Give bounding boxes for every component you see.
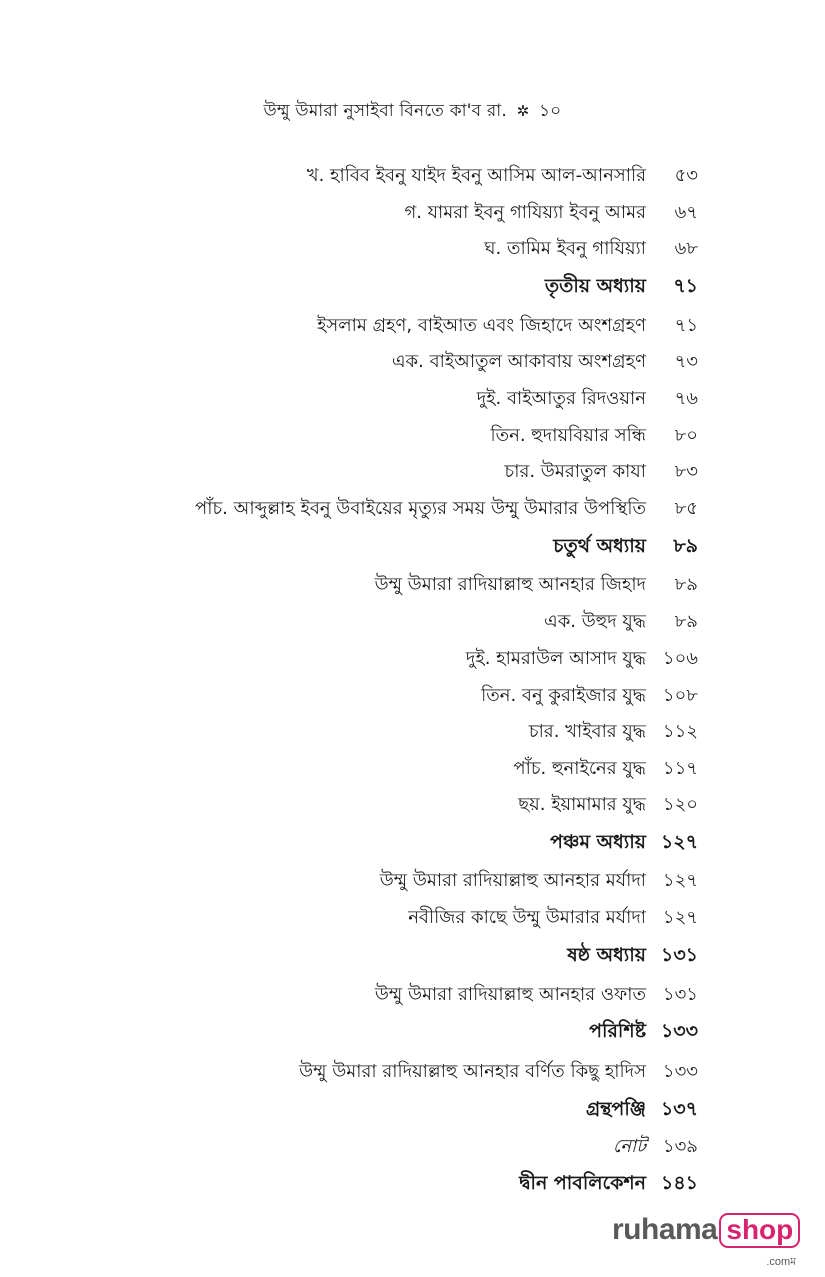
toc-entry-page: ১৩১	[662, 984, 698, 1005]
toc-entry-page: ১২৭	[662, 870, 698, 891]
ruhamashop-logo	[612, 1213, 800, 1268]
toc-entry[interactable]	[544, 607, 698, 637]
toc-entry-title: দুই. বাইআতুর রিদওয়ান	[476, 388, 646, 409]
toc-chapter-heading[interactable]	[586, 1094, 698, 1124]
toc-entry-title: ঘ. তামিম ইবনু গাযিয়্যা	[484, 238, 646, 259]
toc-entry-title: উম্মু উমারা রাদিয়াল্লাহু আনহার ওফাত	[374, 984, 646, 1005]
toc-entry-title: এক. বাইআতুল আকাবায় অংশগ্রহণ	[391, 351, 646, 372]
toc-entry-page: ১২৭	[660, 831, 698, 853]
toc-entry-page: ৮০	[674, 425, 698, 446]
page-number: ১০	[538, 101, 562, 121]
toc-entry-page: ১০৬	[662, 648, 698, 669]
toc-entry-page: ৮৯	[674, 611, 698, 632]
toc-entry-title: তিন. হুদায়বিয়ার সন্ধি	[490, 425, 646, 446]
toc-entry[interactable]	[481, 681, 698, 711]
toc-entry[interactable]	[307, 161, 698, 191]
toc-entry-title: পরিশিষ্ট	[589, 1020, 646, 1042]
toc-entry-title: দুই. হামরাউল আসাদ যুদ্ধ	[465, 648, 646, 669]
toc-entry-page: ১২০	[662, 794, 698, 815]
toc-entry-page: ১২৭	[662, 907, 698, 928]
toc-chapter-heading[interactable]	[567, 940, 698, 970]
toc-entry-title: ষষ্ঠ অধ্যায়	[567, 944, 646, 966]
book-title: উম্মু উমারা নুসাইবা বিনতে কা'ব রা.	[263, 101, 507, 121]
toc-entry[interactable]	[477, 384, 698, 414]
toc-entry-page: ৮৫	[674, 498, 698, 519]
toc-entry-title: পঞ্চম অধ্যায়	[550, 831, 646, 853]
toc-chapter-heading[interactable]	[589, 1016, 698, 1046]
toc-entry-title: উম্মু উমারা রাদিয়াল্লাহু আনহার বর্ণিত কিছু হাদিস	[299, 1061, 646, 1082]
toc-entry-page: ১০৮	[662, 685, 698, 706]
toc-entry-title: ছয়. ইয়ামামার যুদ্ধ	[518, 794, 646, 815]
toc-entry-page: ১৩৩	[660, 1020, 698, 1042]
toc-entry[interactable]	[505, 457, 698, 487]
toc-entry-title: গ্রন্থপঞ্জি	[585, 1098, 646, 1120]
toc-entry[interactable]	[392, 347, 698, 377]
toc-entry-page: ৭৬	[674, 388, 698, 409]
toc-entry[interactable]	[518, 790, 698, 820]
toc-entry[interactable]	[529, 717, 698, 747]
toc-entry-page: ১১২	[662, 721, 698, 742]
toc-entry-page: ৭৩	[674, 351, 698, 372]
toc-entry[interactable]	[466, 644, 698, 674]
toc-entry[interactable]	[404, 198, 698, 228]
toc-entry-page: ৮৩	[674, 461, 698, 482]
logo-shop-text: shop	[726, 1214, 794, 1245]
toc-entry-title: গ. যামরা ইবনু গাযিয়্যা ইবনু আমর	[404, 202, 646, 223]
toc-entry-page: ৮৯	[674, 574, 698, 595]
toc-entry-title: ইসলাম গ্রহণ, বাইআত এবং জিহাদে অংশগ্রহণ	[316, 315, 646, 336]
toc-entry-title: নবীজির কাছে উম্মু উমারার মর্যাদা	[408, 907, 646, 928]
toc-entry-title: খ. হাবিব ইবনু যাইদ ইবনু আসিম আল-আনসারি	[306, 165, 646, 186]
toc-entry-title: নোট	[612, 1136, 646, 1157]
toc-entry-title: উম্মু উমারা রাদিয়াল্লাহু আনহার মর্যাদা	[379, 870, 646, 891]
toc-entry[interactable]	[613, 1132, 698, 1162]
toc-entry-page: ৬৮	[674, 238, 698, 259]
toc-entry-title: চার. খাইবার যুদ্ধ	[528, 721, 646, 742]
toc-entry-title: তৃতীয় অধ্যায়	[544, 275, 646, 297]
toc-chapter-heading[interactable]	[545, 271, 698, 301]
logo-domain: .comম	[766, 1256, 797, 1268]
toc-entry-title: চতুর্থ অধ্যায়	[553, 535, 646, 557]
toc-entry[interactable]	[299, 1057, 698, 1087]
toc-entry[interactable]	[317, 311, 698, 341]
logo-word: ruhama	[612, 1213, 718, 1246]
toc-entry-page: ১৩১	[660, 944, 698, 966]
toc-chapter-heading[interactable]	[553, 531, 698, 561]
toc-entry-title: পাঁচ. আব্দুল্লাহ ইবনু উবাইয়ের মৃত্যুর সময় উম্মু উমারার উপস্থিতি	[195, 498, 646, 519]
toc-entry-page: ১৩৩	[662, 1061, 698, 1082]
toc-entry[interactable]	[490, 421, 698, 451]
toc-entry-page: ৭১	[673, 275, 698, 297]
toc-entry-title: দ্বীন পাবলিকেশন	[519, 1172, 646, 1194]
toc-entry-title: চার. উমরাতুল কাযা	[504, 461, 646, 482]
toc-entry-title: উম্মু উমারা রাদিয়াল্লাহু আনহার জিহাদ	[374, 574, 646, 595]
toc-entry-title: এক. উহুদ যুদ্ধ	[544, 611, 646, 632]
toc-chapter-heading[interactable]	[519, 1168, 698, 1198]
toc-entry[interactable]	[375, 980, 698, 1010]
toc-entry-page: ১৩৭	[660, 1098, 698, 1120]
toc-entry-title: পাঁচ. হুনাইনের যুদ্ধ	[513, 758, 646, 779]
toc-entry[interactable]	[484, 234, 698, 264]
toc-entry[interactable]	[408, 903, 698, 933]
toc-entry-page: ৭১	[674, 315, 698, 336]
toc-entry-page: ১১৭	[662, 758, 698, 779]
toc-entry-title: তিন. বনু কুরাইজার যুদ্ধ	[481, 685, 646, 706]
toc-entry[interactable]	[195, 494, 698, 524]
toc-entry[interactable]	[513, 754, 698, 784]
logo-shop-badge	[719, 1213, 800, 1268]
toc-entry[interactable]	[380, 866, 698, 896]
toc-entry-page: ১৩৯	[662, 1136, 698, 1157]
toc-entry-page: ১৪১	[661, 1172, 698, 1194]
toc-chapter-heading[interactable]	[550, 827, 698, 857]
toc-entry[interactable]	[375, 570, 698, 600]
ornament-icon: ✲	[516, 102, 530, 120]
toc-entry-page: ৮৯	[673, 535, 698, 557]
toc-entry-page: ৬৭	[674, 202, 698, 223]
toc-entry-page: ৫৩	[674, 165, 698, 186]
